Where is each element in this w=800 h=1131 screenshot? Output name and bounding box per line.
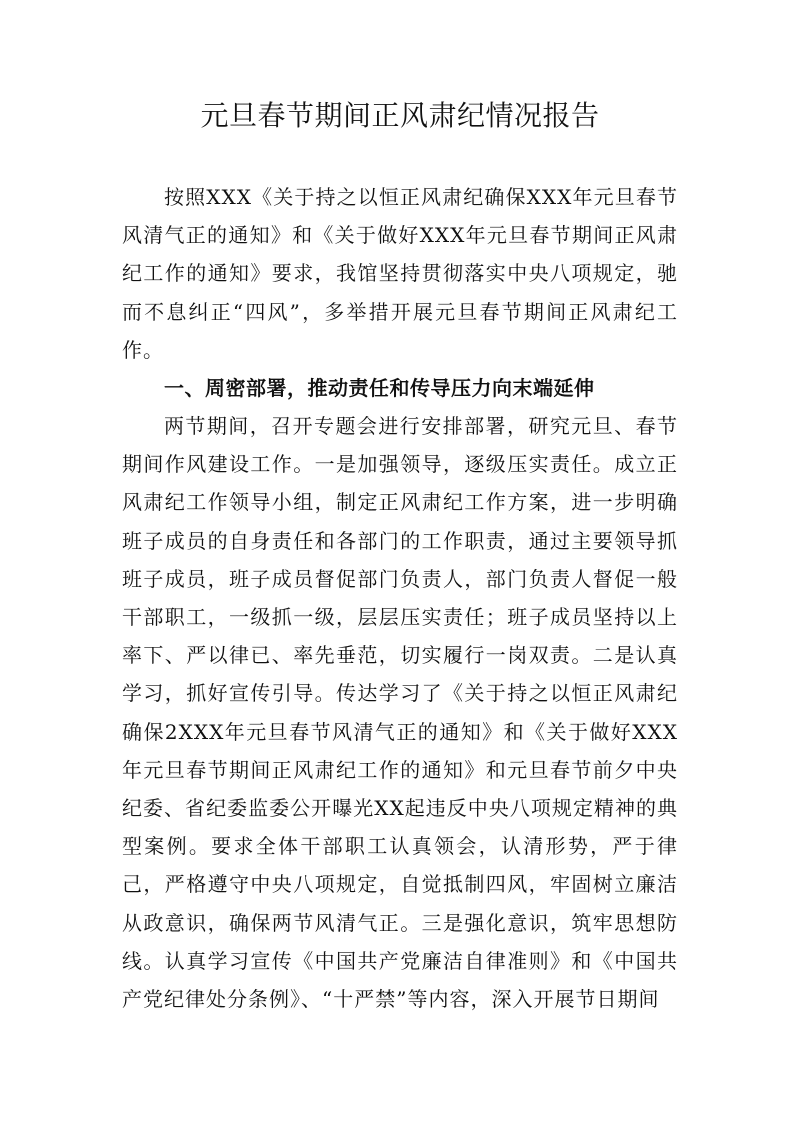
document-title: 元旦春节期间正风肃纪情况报告 <box>200 99 600 132</box>
intro-paragraph: 按照XXX《关于持之以恒正风肃纪确保XXX年元旦春节风清气正的通知》和《关于做好XXX年元旦春节期间正风肃纪工作的通知》要求，我馆坚持贯彻落实中央八项规定，驰而不息纠正“四风”，多举措开展元旦春节期间正风肃纪工作。 <box>122 185 678 362</box>
section-body-paragraph: 两节期间，召开专题会进行安排部署，研究元旦、春节期间作风建设工作。一是加强领导，逐级压实责任。成立正风肃纪工作领导小组，制定正风肃纪工作方案，进一步明确班子成员的自身责任和各部门的工作职责，通过主要领导抓班子成员，班子成员督促部门负责人，部门负责人督促一般干部职工，一级抓一级，层层压实责任；班子成员坚持以上率下、严以律已、率先垂范，切实履行一岗双责。二是认真学习，抓好宣传引导。传达学习了《关于持之以恒正风肃纪确保2XXX年元旦春节风清气正的通知》和《关于做好XXX年元旦春节期间正风肃纪工作的通知》和元旦春节前夕中央纪委、省纪委监委公开曝光XX起违反中央八项规定精神的典型案例。要求全体干部职工认真领会，认清形势，严于律己，严格遵守中央八项规定，自觉抵制四风，牢固树立廉洁从政意识，确保两节风清气正。三是强化意识，筑牢思想防线。认真学习宣传《中国共产党廉洁自律准则》和《中国共产党纪律处分条例》、“十严禁”等内容，深入开展节日期间 <box>122 414 678 1012</box>
section-heading: 一、周密部署，推动责任和传导压力向末端延伸 <box>164 376 595 400</box>
